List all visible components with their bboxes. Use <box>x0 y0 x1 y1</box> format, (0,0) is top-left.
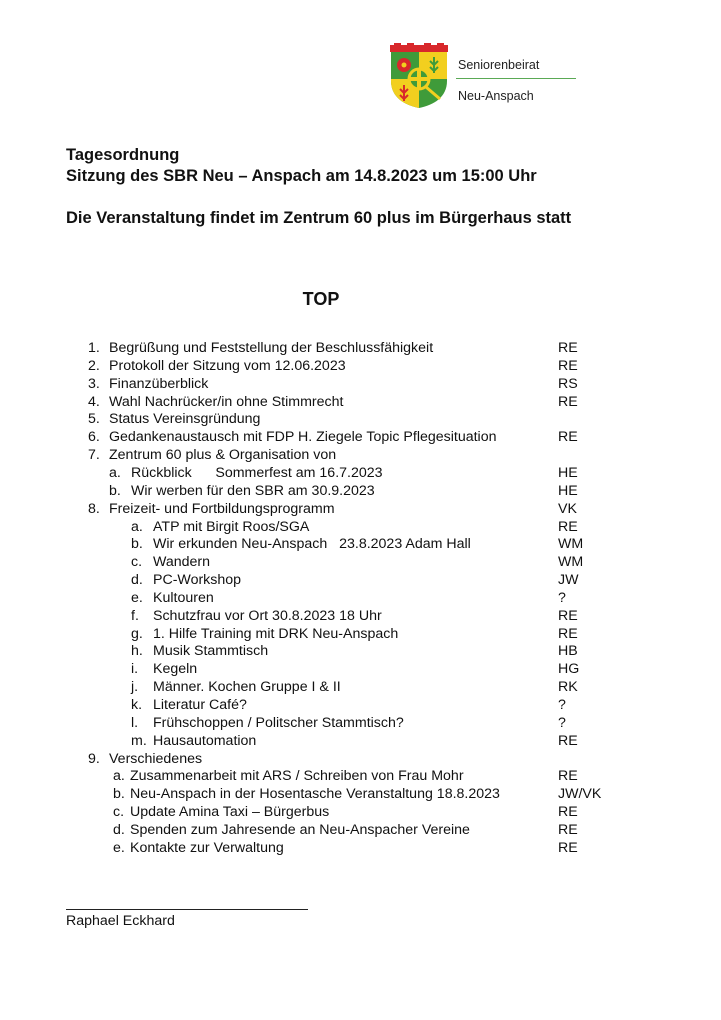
agenda-item-responsible: RK <box>558 679 578 696</box>
agenda-item-responsible: JW/VK <box>558 786 602 803</box>
top-heading: TOP <box>302 289 340 309</box>
agenda-item-responsible: RE <box>558 821 578 838</box>
agenda-item-number: b. <box>131 536 143 553</box>
agenda-item-text: Rückblick Sommerfest am 16.7.2023 <box>131 464 383 481</box>
agenda-item-number: d. <box>131 572 143 589</box>
agenda-item-number: l. <box>131 714 139 731</box>
agenda-item-text: Begrüßung und Feststellung der Beschlussfähigkeit <box>109 340 434 356</box>
agenda-item-text: Zentrum 60 plus & Organisation von <box>109 447 337 464</box>
agenda-item-text: Wandern <box>153 554 211 571</box>
agenda-item <box>0 839 721 857</box>
agenda-item <box>0 518 721 536</box>
agenda-item-number: e. <box>131 589 143 606</box>
agenda-item-number: a. <box>131 518 143 535</box>
agenda-item <box>0 767 721 785</box>
agenda-item-responsible: HB <box>558 643 578 660</box>
agenda-item-text: Finanzüberblick <box>109 375 209 392</box>
agenda-item <box>0 732 721 750</box>
agenda-item-text: Zusammenarbeit mit ARS / Schreiben von Frau Mohr <box>130 768 464 785</box>
agenda-item-responsible: RE <box>558 768 578 785</box>
agenda-item-text: Spenden zum Jahresende an Neu-Anspacher Vereine <box>130 821 470 838</box>
agenda-item-responsible: ? <box>558 589 566 606</box>
agenda-item-number: a. <box>109 464 121 481</box>
agenda-item <box>0 696 721 714</box>
agenda-item-text: Gedankenaustausch mit FDP H. Ziegele Topic Pflegesituation <box>109 429 497 446</box>
agenda-item-text: Kultouren <box>153 589 214 606</box>
agenda-item-number: i. <box>131 661 139 678</box>
org-divider <box>456 78 576 79</box>
agenda-item-responsible: RE <box>558 518 578 535</box>
agenda-item <box>0 357 721 375</box>
agenda-item-responsible: RE <box>558 357 578 374</box>
agenda-item-text: Protokoll der Sitzung vom 12.06.2023 <box>109 357 346 374</box>
agenda-item-number: b. <box>113 786 125 803</box>
agenda-item <box>0 553 721 571</box>
agenda-item-responsible: HE <box>558 464 578 481</box>
agenda-item <box>0 339 721 357</box>
agenda-item-responsible: RE <box>558 732 578 749</box>
agenda-item-number: c. <box>131 554 143 571</box>
agenda-item <box>0 535 721 553</box>
agenda-item <box>0 678 721 696</box>
agenda-item-number: 3. <box>88 375 100 392</box>
agenda-item-responsible: WM <box>558 536 584 553</box>
agenda-item <box>0 821 721 839</box>
agenda-item-text: Freizeit- und Fortbildungsprogramm <box>109 500 335 517</box>
agenda-item-text: ATP mit Birgit Roos/SGA <box>153 518 310 535</box>
agenda-item-number: a. <box>113 768 125 785</box>
agenda-item-number: g. <box>131 625 143 642</box>
agenda-item-responsible: VK <box>558 500 577 517</box>
agenda-item-number: c. <box>113 804 125 821</box>
agenda-item-text: Neu-Anspach in der Hosentasche Veranstaltung 18.8.2023 <box>130 786 500 803</box>
agenda-item-text: Wir erkunden Neu-Anspach 23.8.2023 Adam Hall <box>153 536 471 553</box>
agenda-item-number: 7. <box>88 447 100 464</box>
agenda-item-text: 1. Hilfe Training mit DRK Neu-Anspach <box>153 625 399 642</box>
agenda-item-responsible: ? <box>558 714 566 731</box>
agenda-item <box>0 607 721 625</box>
agenda-item <box>0 625 721 643</box>
signature-line <box>66 909 308 910</box>
agenda-item-number: 2. <box>88 357 100 374</box>
agenda-item-number: 9. <box>88 750 100 767</box>
agenda-item-responsible: RE <box>558 429 578 446</box>
agenda-item-responsible: JW <box>558 572 579 589</box>
agenda-item-text: Männer. Kochen Gruppe I & II <box>153 679 341 696</box>
agenda-item-text: Kegeln <box>153 661 198 678</box>
coat-of-arms-icon <box>388 43 450 109</box>
agenda-item-number: 6. <box>88 429 100 446</box>
agenda-item-text: Literatur Café? <box>153 697 247 713</box>
agenda-item <box>0 428 721 446</box>
document-title: Tagesordnung <box>66 146 180 164</box>
agenda-item-text: Wir werben für den SBR am 30.9.2023 <box>131 482 375 499</box>
agenda-item-number: 1. <box>88 340 100 356</box>
agenda-item-text: Hausautomation <box>153 732 257 749</box>
agenda-item-number: d. <box>113 821 125 838</box>
agenda-item <box>0 482 721 500</box>
agenda-item <box>0 803 721 821</box>
agenda-item <box>0 642 721 660</box>
agenda-item <box>0 571 721 589</box>
agenda-item-text: Update Amina Taxi – Bürgerbus <box>130 804 330 821</box>
agenda-item <box>0 785 721 803</box>
signature-name: Raphael Eckhard <box>66 913 175 929</box>
agenda-item <box>0 464 721 482</box>
agenda-item-responsible: RE <box>558 839 578 856</box>
agenda-item-text: PC-Workshop <box>153 572 242 589</box>
agenda-item-text: Status Vereinsgründung <box>109 411 261 428</box>
agenda-item-responsible: WM <box>558 554 584 571</box>
agenda-item-text: Wahl Nachrücker/in ohne Stimmrecht <box>109 393 344 410</box>
agenda-item-text: Musik Stammtisch <box>153 643 269 660</box>
agenda-item-text: Frühschoppen / Politscher Stammtisch? <box>153 714 404 731</box>
agenda-item-number: h. <box>131 643 143 660</box>
agenda-item-number: 5. <box>88 411 100 428</box>
agenda-item-responsible: RE <box>558 625 578 642</box>
agenda-item <box>0 410 721 428</box>
agenda-item <box>0 393 721 411</box>
agenda-item-responsible: ? <box>558 697 566 713</box>
agenda-item-number: j. <box>131 679 139 696</box>
agenda-item-responsible: RE <box>558 340 578 356</box>
agenda-item-number: b. <box>109 482 121 499</box>
agenda-item-number: 8. <box>88 500 100 517</box>
agenda-item-responsible: RE <box>558 393 578 410</box>
org-name: Seniorenbeirat <box>458 58 540 72</box>
agenda-item-number: f. <box>131 607 139 624</box>
agenda-item <box>0 660 721 678</box>
agenda-item-number: k. <box>131 697 143 713</box>
venue-line: Die Veranstaltung findet im Zentrum 60 plus im Bürgerhaus statt <box>66 209 572 227</box>
agenda-item-text: Schutzfrau vor Ort 30.8.2023 18 Uhr <box>153 607 382 624</box>
agenda-item-responsible: RS <box>558 375 578 392</box>
agenda-item-number: m. <box>131 732 147 749</box>
agenda-item <box>0 750 721 768</box>
agenda-item-responsible: RE <box>558 607 578 624</box>
agenda-item-responsible: RE <box>558 804 578 821</box>
agenda-item <box>0 446 721 464</box>
agenda-item-number: 4. <box>88 393 100 410</box>
agenda-item <box>0 500 721 518</box>
agenda-item <box>0 714 721 732</box>
meeting-line: Sitzung des SBR Neu – Anspach am 14.8.2023 um 15:00 Uhr <box>66 167 537 185</box>
agenda-item-text: Verschiedenes <box>109 750 203 767</box>
agenda-item-text: Kontakte zur Verwaltung <box>130 839 284 856</box>
agenda-item <box>0 589 721 607</box>
agenda-item-responsible: HG <box>558 661 580 678</box>
agenda-item-responsible: HE <box>558 482 578 499</box>
org-town: Neu-Anspach <box>458 89 534 103</box>
agenda-item-number: e. <box>113 839 125 856</box>
agenda-item <box>0 375 721 393</box>
